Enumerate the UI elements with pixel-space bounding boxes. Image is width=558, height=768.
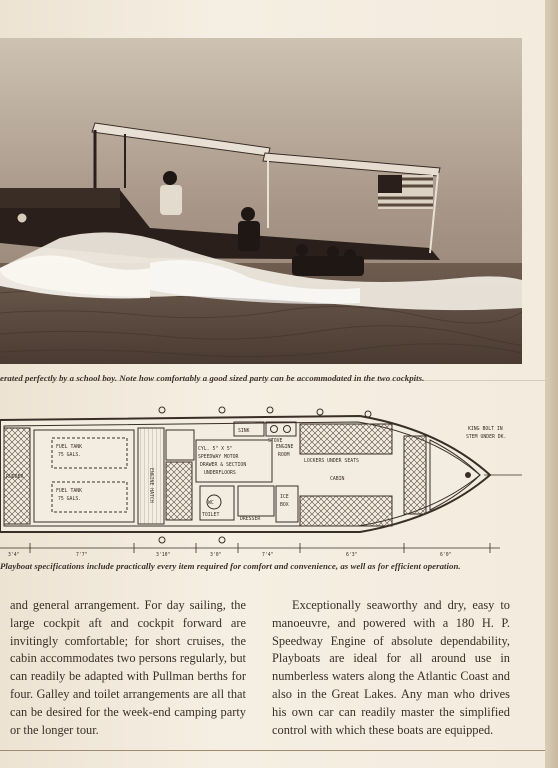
fuel-tank-label-2: FUEL TANK (56, 489, 82, 494)
photo-caption: erated perfectly by a school boy. Note how comfortably a good sized party can be accommodated in the two cockpits. (0, 373, 425, 383)
cabin-label: CABIN (330, 477, 345, 482)
motor-label-1: CYL. 5" X 5" (198, 447, 233, 452)
motor-label-4: UNDERFLOORS (204, 471, 236, 476)
dresser-label: DRESSER (240, 517, 261, 522)
deck-plan-drawing (0, 400, 522, 560)
engine-room-label-1: ENGINE (276, 445, 294, 450)
lockers-label: LOCKERS UNDER SEATS (304, 459, 359, 464)
dim-1: 3'4" (8, 553, 20, 558)
ice-box-label-1: ICE (280, 495, 289, 500)
engine-room-label-2: ROOM (278, 453, 290, 458)
motor-label-3: DRAWER & SECTION (200, 463, 247, 468)
dim-5: 7'4" (262, 553, 274, 558)
dim-6: 6'3" (346, 553, 358, 558)
fuel-tank-gal-2: 75 GALS. (58, 497, 82, 502)
stove-label: STOVE (268, 439, 283, 444)
dim-2: 7'7" (76, 553, 88, 558)
motor-label-2: SPEEDWAY MOTOR (198, 455, 239, 460)
sink-label: SINK (238, 429, 250, 434)
page-edge-strip (545, 0, 558, 768)
plan-caption: Playboat specifications include practically every item required for comfort and convenience, as well as for efficient operation. (0, 561, 461, 571)
fuel-tank-gal-1: 75 GALS. (58, 453, 82, 458)
toilet-label: TOILET (202, 513, 220, 518)
dim-7: 6'0" (440, 553, 452, 558)
fuel-tank-label-1: FUEL TANK (56, 445, 82, 450)
rudder-label: RUDDER (6, 475, 24, 480)
ice-box-label-2: BOX (280, 503, 289, 508)
bow-label-1: KING BOLT IN (468, 427, 503, 432)
fold-crease (0, 380, 545, 381)
body-text-left-column: and general arrangement. For day sailing, the large cockpit aft and cockpit forward are invitingly comfortable; for short cruises, the cabin accommodates two persons regularly, but can readily be adapted with Pullman berths for four. Galley and toilet arrangements are all that can be desired for the week-end camping party or the longer tour. (10, 598, 246, 737)
wc-label: WC (208, 501, 214, 506)
boat-photo (0, 38, 522, 364)
bow-label-2: STEM UNDER DK. (466, 435, 507, 440)
dim-3: 3'10" (156, 553, 171, 558)
engine-hatch-label: ENGINE HATCH (148, 468, 153, 503)
dim-4: 3'0" (210, 553, 222, 558)
bottom-rule (0, 750, 545, 751)
body-text-right-column: Exceptionally seaworthy and dry, easy to manoeuvre, and powered with a 180 H. P. Speedway Engine of absolute dependability, Playboats are ideal for all around use in numberless waters along the Atlantic Coast and also in the Great Lakes. Any man who drives his own car can readily master the simplified control with which these boats are equipped. (272, 598, 510, 737)
